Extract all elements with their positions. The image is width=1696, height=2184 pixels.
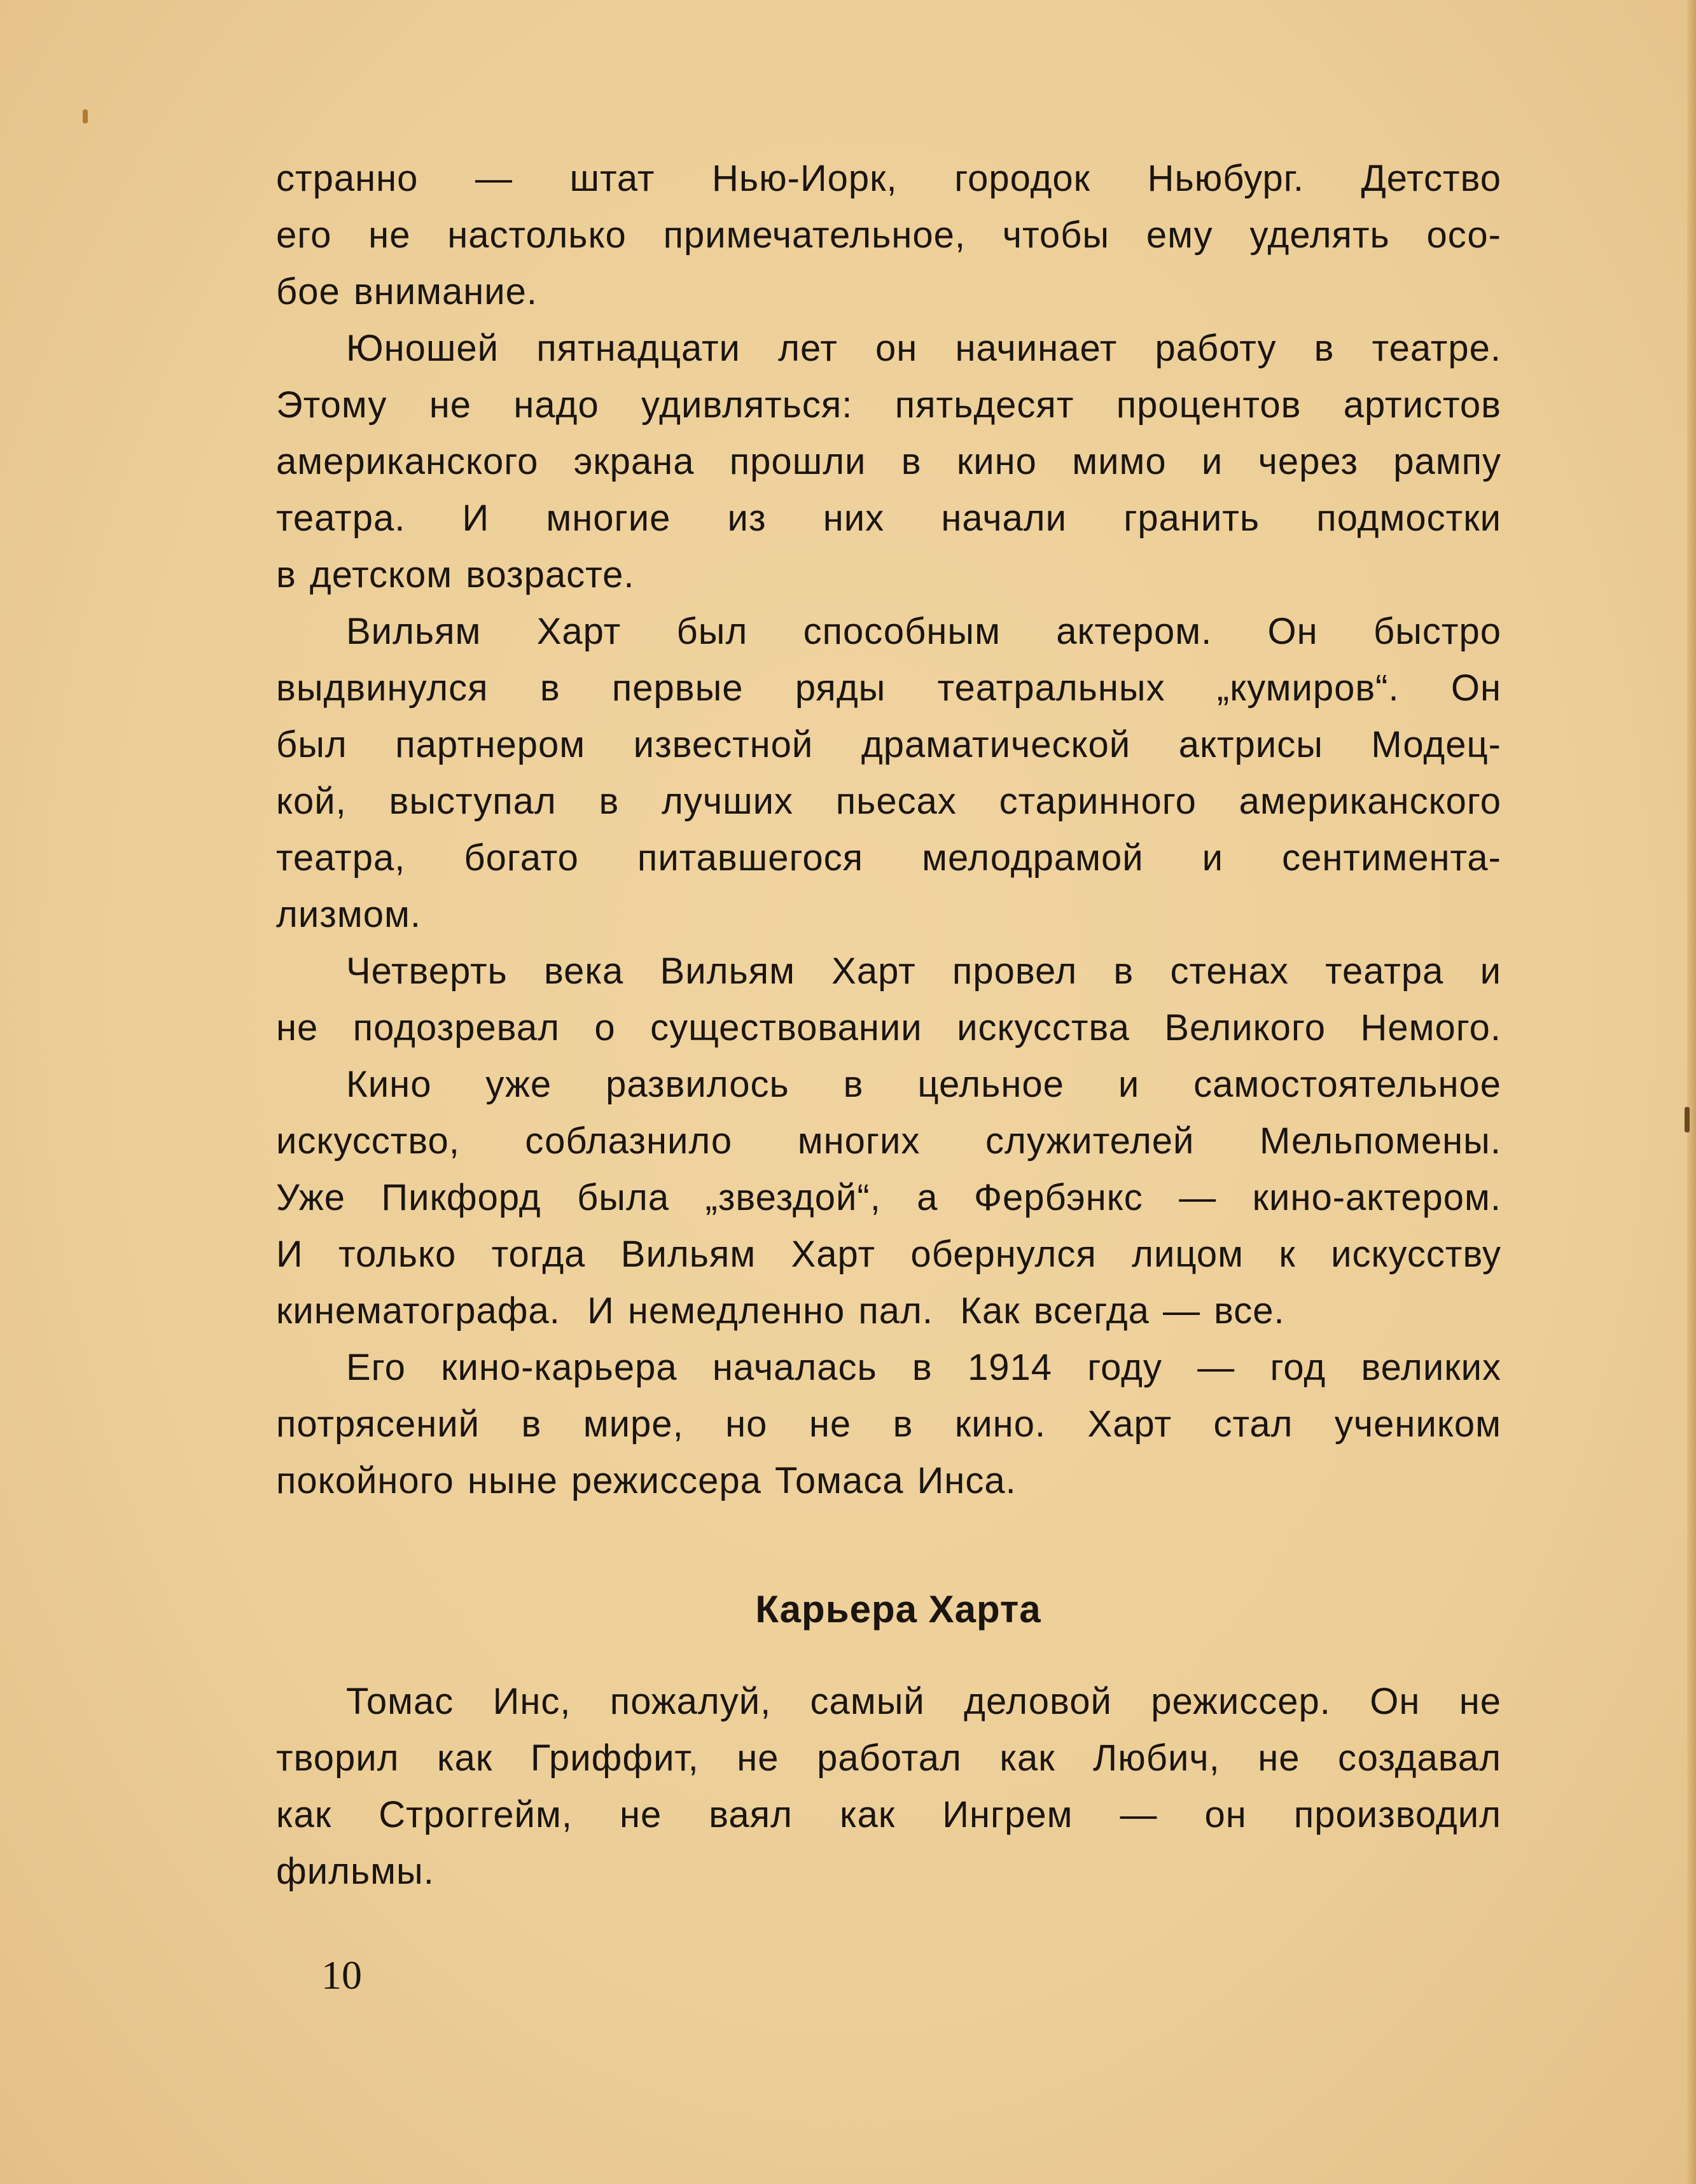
paper-speck: [1685, 1107, 1690, 1132]
text-line: его не настолько примечательное, чтобы ему уделять осо-: [276, 214, 1501, 256]
text-line: Юношей пятнадцати лет он начинает работу в театре.: [346, 328, 1501, 369]
text-line: лизмом.: [276, 894, 421, 935]
text-line: Кино уже развилось в цельное и самостоятельное: [346, 1064, 1501, 1105]
text-line: театра, богато питавшегося мелодрамой и сентимента-: [276, 837, 1501, 879]
text-line: был партнером известной драматической актрисы Модец-: [276, 724, 1501, 765]
text-line: Этому не надо удивляться: пятьдесят процентов артистов: [276, 384, 1501, 426]
text-line: театра. И многие из них начали гранить подмостки: [276, 497, 1501, 539]
text-line: фильмы.: [276, 1851, 434, 1892]
text-line: искусство, соблазнило многих служителей Мельпомены.: [276, 1120, 1501, 1162]
text-line: потрясений в мире, но не в кино. Харт стал учеником: [276, 1403, 1501, 1445]
body-text: [276, 150, 1501, 1509]
text-line: выдвинулся в первые ряды театральных „кумиров“. Он: [276, 667, 1501, 709]
page-number: 10: [321, 1952, 362, 1998]
text-line: бое внимание.: [276, 271, 538, 312]
section-text: [276, 1673, 1501, 1900]
text-line: Четверть века Вильям Харт провел в стенах театра и: [346, 950, 1501, 992]
text-line: кинематографа. И немедленно пал. Как всегда — все.: [276, 1290, 1285, 1332]
text-line: американского экрана прошли в кино мимо и через рампу: [276, 441, 1501, 482]
text-line: Томас Инс, пожалуй, самый деловой режиссер. Он не: [346, 1681, 1501, 1722]
text-line: в детском возрасте.: [276, 554, 635, 595]
text-line: И только тогда Вильям Харт обернулся лицом к искусству: [276, 1234, 1501, 1275]
text-line: не подозревал о существовании искусства Великого Немого.: [276, 1007, 1501, 1048]
text-line: Вильям Харт был способным актером. Он быстро: [346, 611, 1501, 652]
text-line: как Строггейм, не ваял как Ингрем — он производил: [276, 1794, 1501, 1835]
text-line: покойного ныне режиссера Томаса Инса.: [276, 1460, 1017, 1501]
text-line: кой, выступал в лучших пьесах старинного американского: [276, 781, 1501, 822]
text-line: странно — штат Нью-Иорк, городок Ньюбург. Детство: [276, 158, 1501, 199]
section-heading: Карьера Харта: [755, 1588, 1041, 1631]
paper-speck: [83, 109, 88, 123]
text-line: Его кино-карьера началась в 1914 году — год великих: [346, 1347, 1501, 1388]
text-line: творил как Гриффит, не работал как Любич, не создавал: [276, 1737, 1501, 1779]
text-line: Уже Пикфорд была „звездой“, а Фербэнкс — кино-актером.: [276, 1177, 1501, 1218]
page-edge: [1687, 0, 1696, 2184]
